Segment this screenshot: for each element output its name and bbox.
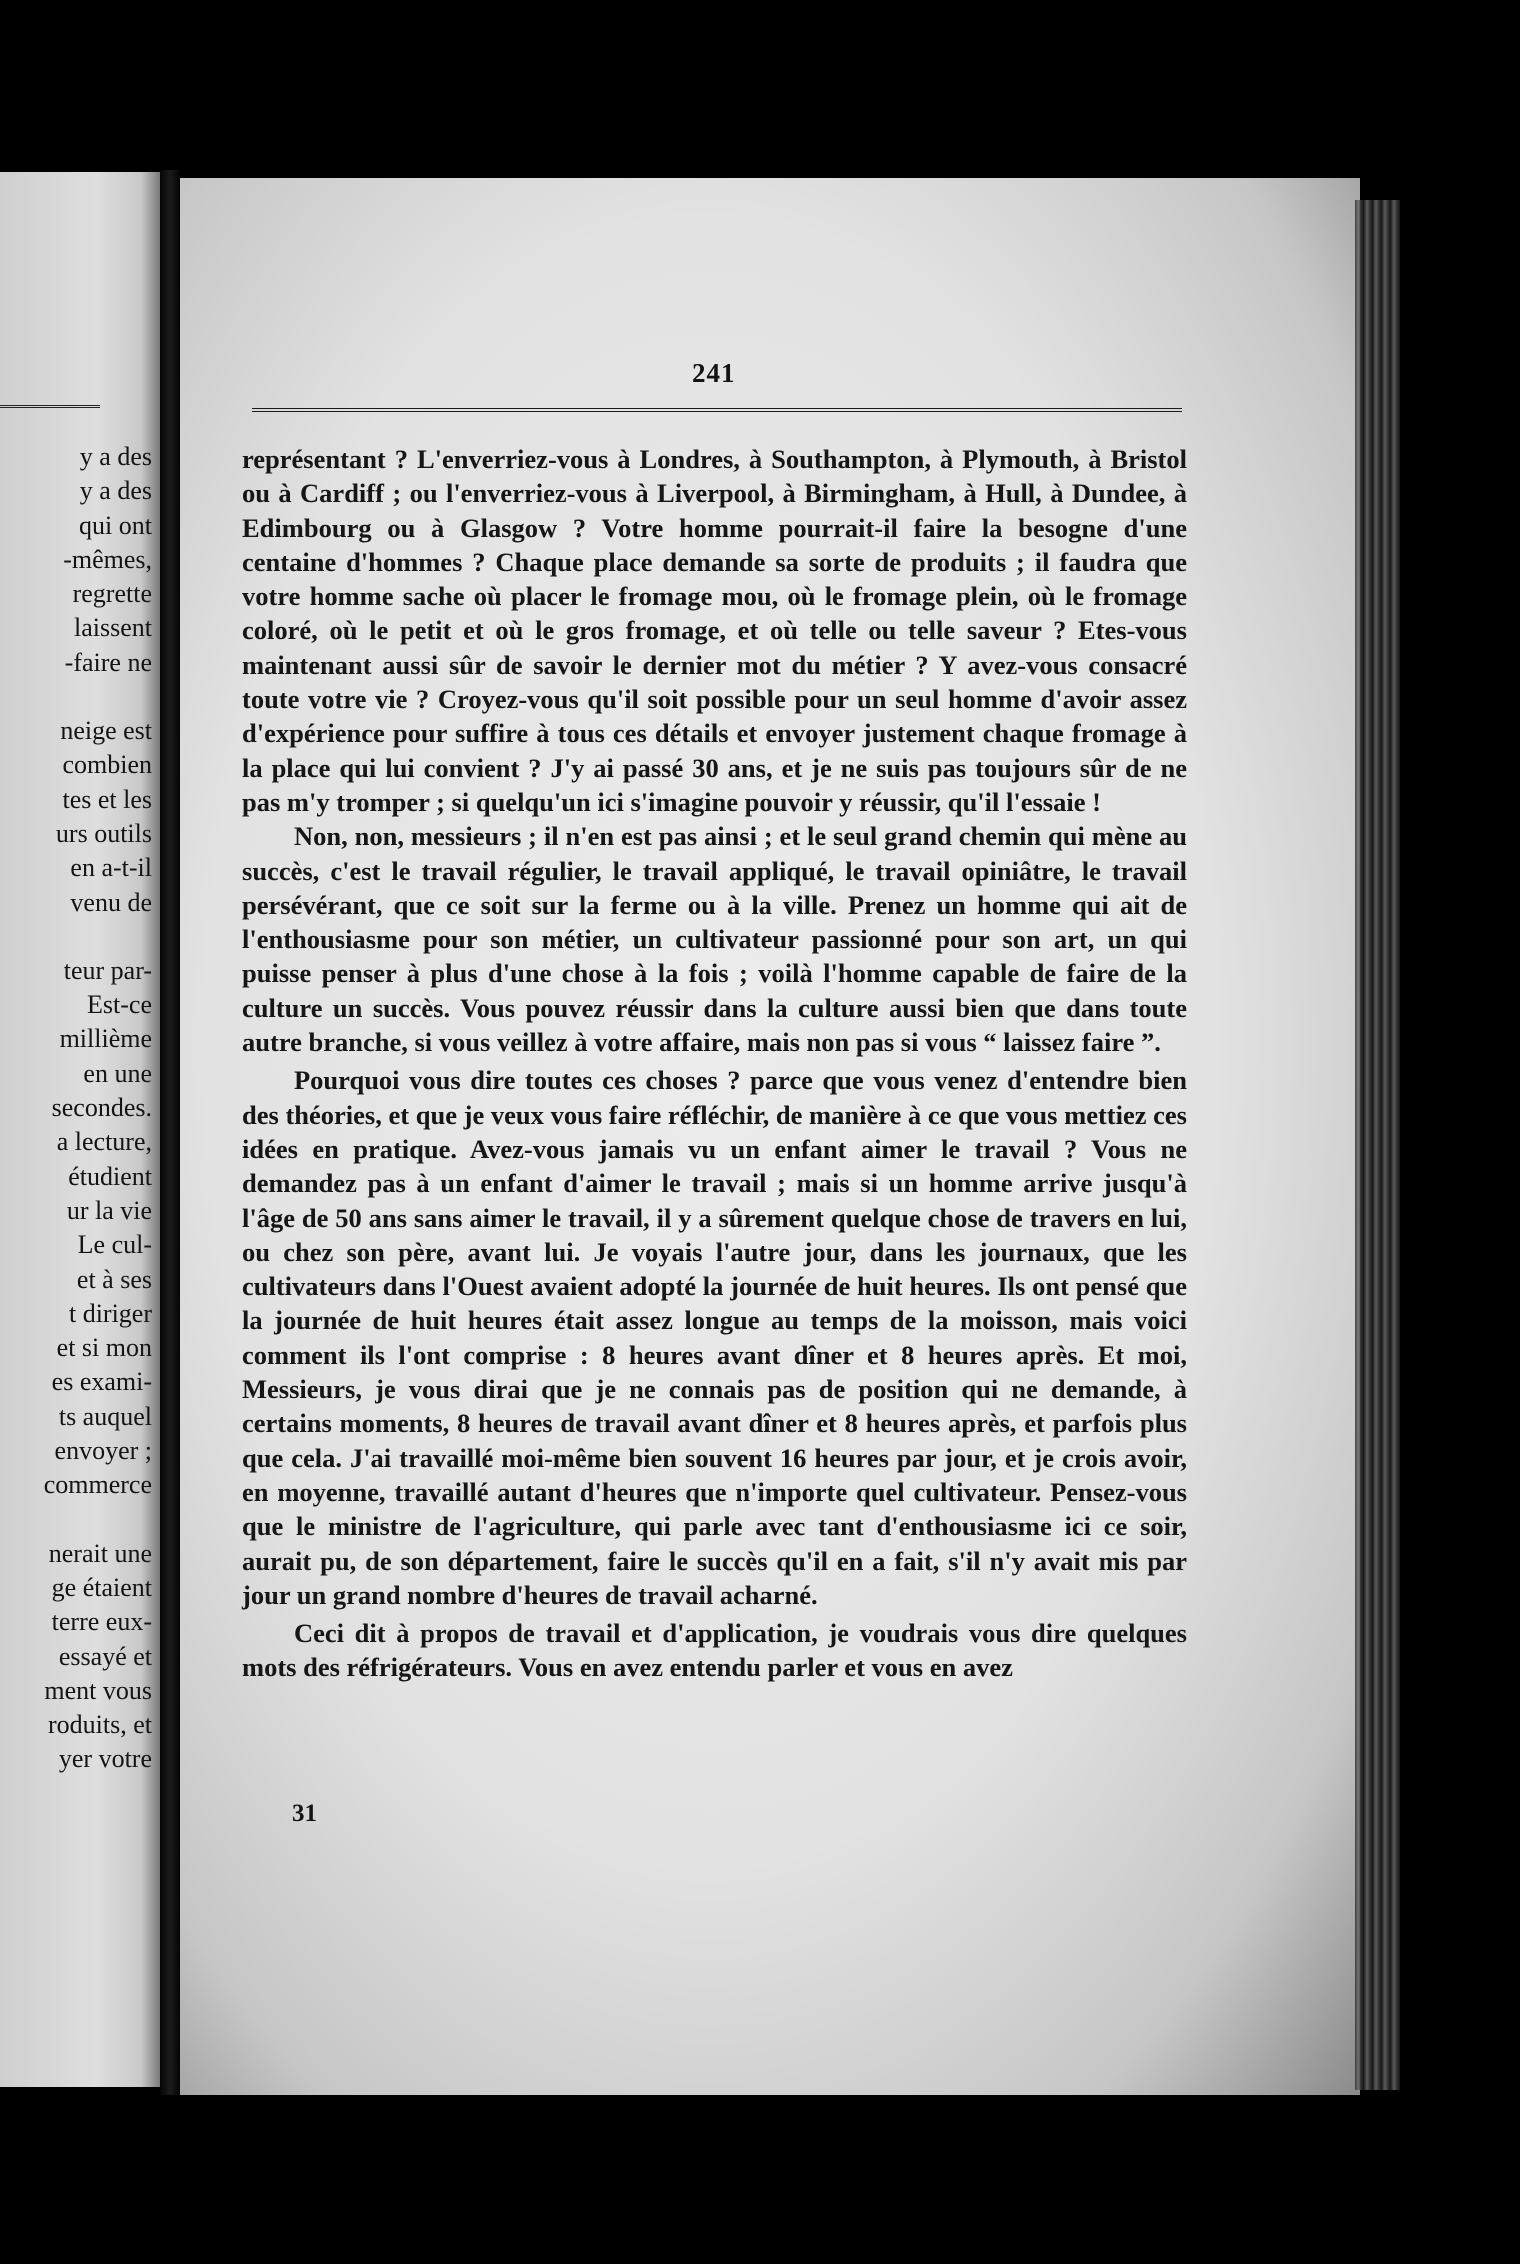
left-page-line: en une bbox=[83, 1058, 152, 1088]
left-page-line: Est-ce bbox=[87, 990, 152, 1020]
left-page-line: étudient bbox=[68, 1161, 152, 1191]
left-page-line: et si mon bbox=[56, 1333, 152, 1363]
left-page-line: terre eux- bbox=[51, 1607, 152, 1637]
paragraph-2: Non, non, messieurs ; il n'en est pas ainsi ; et le seul grand chemin qui mène au succès, c'est le travail régulier, le travail appliqué, le travail opiniâtre, le travail persévérant, que ce soit sur la ferme ou à la ville. Prenez un homme qui ait de l'enthousiasme pour son métier, un cultivateur passionné pour son art, un qui puisse penser à plus d'une chose à la fois ; voilà l'homme capable de faire de la culture un succès. Vous pouvez réussir dans la culture aussi bien que dans toute autre branche, si vous veillez à votre affaire, mais non pas si vous “ laissez faire ”. bbox=[242, 821, 1187, 1058]
page-number: 241 bbox=[692, 358, 736, 388]
left-page-line: -mêmes, bbox=[63, 544, 152, 574]
left-page-line: roduits, et bbox=[48, 1710, 152, 1740]
left-page-line: ur la vie bbox=[66, 1195, 152, 1225]
left-page-line: tes et les bbox=[62, 784, 152, 814]
left-page-line: combien bbox=[62, 750, 152, 780]
left-page-line: yer votre bbox=[58, 1744, 152, 1774]
header-rule bbox=[252, 408, 1182, 412]
left-page-line: laissent bbox=[74, 613, 152, 643]
left-page-line bbox=[0, 920, 152, 954]
left-page-line: es exami- bbox=[51, 1367, 152, 1397]
left-facing-page bbox=[0, 172, 160, 2087]
book-gutter bbox=[160, 170, 180, 2100]
left-page-line: neige est bbox=[60, 716, 152, 746]
paragraph-1: représentant ? L'enverriez-vous à Londres, à Southampton, à Plymouth, à Bristol ou à Cardiff ; ou l'enverriez-vous à Liverpool, à Birmingham, à Hull, à Dundee, à Edimbourg ou à Glasgow ? Votre homme pourrait-il faire la besogne d'une centaine d'hommes ? Chaque place demande sa sorte de produits ; il faudra que votre homme sache où placer le fromage mou, où le fromage plein, où le fromage coloré, où le petit et où le gros fromage, et où telle ou telle saveur ? Etes-vous maintenant aussi sûr de savoir le dernier mot du métier ? Y avez-vous consacré toute votre vie ? Croyez-vous qu'il soit possible pour un seul homme d'avoir assez d'expérience pour suffire à tous ces détails et envoyer justement chaque fromage à la place qui lui convient ? J'y ai passé 30 ans, et je ne suis pas toujours sûr de ne pas m'y tromper ; si quelqu'un ici s'imagine pouvoir y réussir, qu'il l'essaie ! bbox=[242, 444, 1187, 817]
left-page-line bbox=[0, 680, 152, 714]
left-page-text bbox=[0, 440, 152, 1777]
signature-mark: 31 bbox=[292, 1800, 317, 1827]
left-page-line: t diriger bbox=[68, 1298, 152, 1328]
scan-border-bottom bbox=[0, 2095, 1520, 2264]
paragraph-3: Pourquoi vous dire toutes ces choses ? parce que vous venez d'entendre bien des théories, et que je veux vous faire réfléchir, de manière à ce que vous mettiez ces idées en pratique. Avez-vous jamais vu un enfant aimer le travail ? Vous ne demandez pas à un enfant d'aimer le travail ; mais si un homme arrive jusqu'à l'âge de 50 ans sans aimer le travail, il y a sûrement quelque chose de travers en lui, ou chez son père, avant lui. Je voyais l'autre jour, dans les journaux, que les cultivateurs dans l'Ouest avaient adopté la journée de huit heures. Ils ont pensé que la journée de huit heures était assez longue au temps de la moisson, mais voici comment ils l'ont comprise : 8 heures avant dîner et 8 heures après. Et moi, Messieurs, je vous dirai que je ne connais pas de position qui ne demande, à certains moments, 8 heures de travail avant dîner et 8 heures après, et parfois plus que cela. J'ai travaillé moi-même bien souvent 16 heures par jour, et je crois avoir, en moyenne, travaillé autant d'heures que n'importe quel cultivateur. Pensez-vous que le ministre de l'agriculture, qui parle avec tant d'enthousiasme ici ce soir, aurait pu, de son département, faire le succès qu'il en a fait, s'il n'y avait mis par jour un grand nombre d'heures de travail acharné. bbox=[242, 1065, 1187, 1610]
left-page-line: ts auquel bbox=[58, 1401, 152, 1431]
left-page-line bbox=[0, 1503, 152, 1537]
left-page-line: venu de bbox=[70, 887, 152, 917]
left-page-line: et à ses bbox=[76, 1264, 152, 1294]
left-page-line: essayé et bbox=[58, 1641, 152, 1671]
body-text bbox=[242, 442, 1187, 1685]
left-page-line: -faire ne bbox=[64, 647, 152, 677]
left-page-line: en a-t-il bbox=[70, 853, 152, 883]
left-page-line: qui ont bbox=[79, 510, 152, 540]
left-page-line: teur par- bbox=[63, 955, 152, 985]
left-page-line: commerce bbox=[43, 1470, 152, 1500]
left-page-line: y a des bbox=[79, 476, 152, 506]
left-page-line: secondes. bbox=[51, 1093, 152, 1123]
paragraph-4: Ceci dit à propos de travail et d'application, je voudrais vous dire quelques mots des réfrigérateurs. Vous en avez entendu parler et vous en avez bbox=[242, 1618, 1187, 1683]
scan-border-top bbox=[0, 0, 1520, 165]
left-page-line: ge étaient bbox=[51, 1572, 152, 1602]
right-page bbox=[180, 178, 1360, 2098]
left-page-line: y a des bbox=[79, 442, 152, 471]
left-page-line: millième bbox=[59, 1024, 152, 1054]
left-page-line: regrette bbox=[72, 579, 152, 609]
page-edges bbox=[1355, 200, 1400, 2090]
left-page-line: envoyer ; bbox=[54, 1436, 152, 1466]
left-page-line: a lecture, bbox=[56, 1127, 152, 1157]
left-page-line: Le cul- bbox=[77, 1230, 152, 1260]
left-page-line: urs outils bbox=[55, 818, 152, 848]
left-page-line: ment vous bbox=[44, 1675, 152, 1705]
left-page-line: nerait une bbox=[48, 1538, 152, 1568]
left-header-rule bbox=[0, 405, 100, 408]
